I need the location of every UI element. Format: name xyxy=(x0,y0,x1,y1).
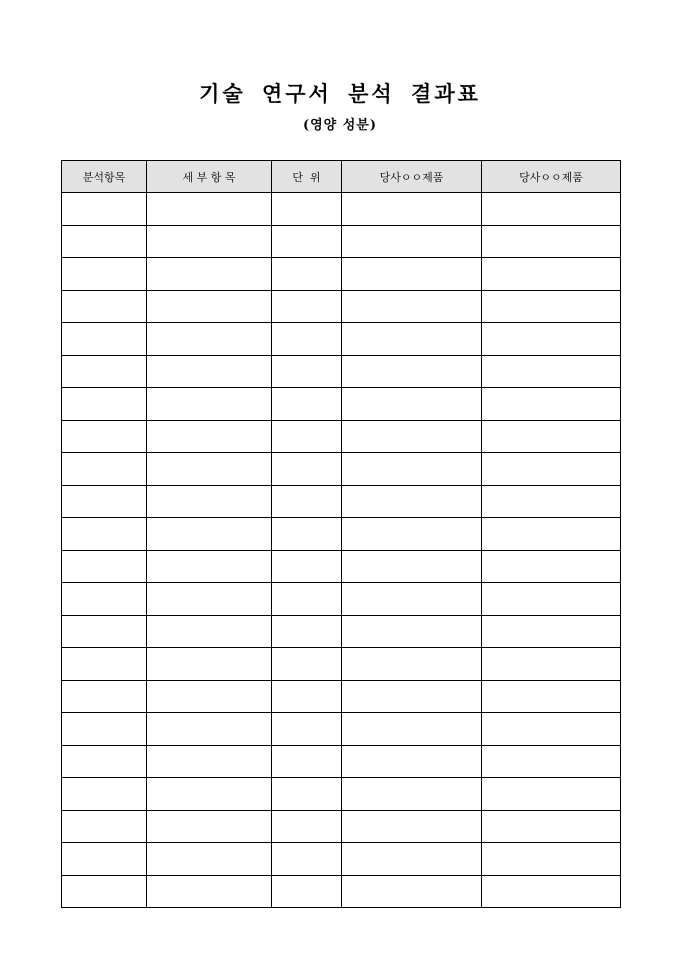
detail-item-cell xyxy=(147,615,272,648)
detail-item-cell xyxy=(147,810,272,843)
table-row xyxy=(62,485,621,518)
header-analysis-item: 분석항목 xyxy=(62,161,147,193)
unit-cell xyxy=(272,388,342,421)
product-b-cell xyxy=(482,680,621,713)
product-a-cell xyxy=(342,485,482,518)
product-b-cell xyxy=(482,615,621,648)
product-a-cell xyxy=(342,323,482,356)
analysis-item-cell xyxy=(62,388,147,421)
product-b-cell xyxy=(482,810,621,843)
unit-cell xyxy=(272,225,342,258)
analysis-item-cell xyxy=(62,843,147,876)
unit-cell xyxy=(272,323,342,356)
unit-cell xyxy=(272,485,342,518)
table-row xyxy=(62,420,621,453)
analysis-item-cell xyxy=(62,290,147,323)
product-b-cell xyxy=(482,193,621,226)
product-b-cell xyxy=(482,713,621,746)
detail-item-cell xyxy=(147,225,272,258)
analysis-item-cell xyxy=(62,648,147,681)
product-a-cell xyxy=(342,290,482,323)
detail-item-cell xyxy=(147,778,272,811)
unit-cell xyxy=(272,518,342,551)
analysis-item-cell xyxy=(62,453,147,486)
analysis-item-cell xyxy=(62,518,147,551)
product-a-cell xyxy=(342,778,482,811)
detail-item-cell xyxy=(147,875,272,908)
table-row xyxy=(62,453,621,486)
product-b-cell xyxy=(482,323,621,356)
analysis-item-cell xyxy=(62,810,147,843)
product-a-cell xyxy=(342,258,482,291)
detail-item-cell xyxy=(147,453,272,486)
detail-item-cell xyxy=(147,355,272,388)
product-a-cell xyxy=(342,193,482,226)
product-a-cell xyxy=(342,875,482,908)
product-a-cell xyxy=(342,810,482,843)
analysis-item-cell xyxy=(62,680,147,713)
detail-item-cell xyxy=(147,290,272,323)
detail-item-cell xyxy=(147,713,272,746)
product-a-cell xyxy=(342,615,482,648)
product-b-cell xyxy=(482,583,621,616)
document-title: 기술 연구서 분석 결과표 xyxy=(199,81,481,106)
product-b-cell xyxy=(482,648,621,681)
unit-cell xyxy=(272,583,342,616)
detail-item-cell xyxy=(147,843,272,876)
analysis-result-table xyxy=(61,160,621,908)
unit-cell xyxy=(272,420,342,453)
product-b-cell xyxy=(482,225,621,258)
product-a-cell xyxy=(342,225,482,258)
unit-cell xyxy=(272,745,342,778)
unit-cell xyxy=(272,550,342,583)
product-a-cell xyxy=(342,843,482,876)
product-a-cell xyxy=(342,583,482,616)
product-b-cell xyxy=(482,843,621,876)
table-row xyxy=(62,648,621,681)
unit-cell xyxy=(272,355,342,388)
product-b-cell xyxy=(482,485,621,518)
product-a-cell xyxy=(342,518,482,551)
analysis-item-cell xyxy=(62,355,147,388)
unit-cell xyxy=(272,453,342,486)
product-a-cell xyxy=(342,453,482,486)
unit-cell xyxy=(272,810,342,843)
table-row xyxy=(62,810,621,843)
detail-item-cell xyxy=(147,193,272,226)
analysis-item-cell xyxy=(62,193,147,226)
analysis-item-cell xyxy=(62,258,147,291)
unit-cell xyxy=(272,290,342,323)
product-a-cell xyxy=(342,713,482,746)
table-body xyxy=(62,193,621,908)
table-row xyxy=(62,713,621,746)
document-subtitle: (영양 성분) xyxy=(302,118,378,133)
table-row xyxy=(62,388,621,421)
table-row xyxy=(62,583,621,616)
detail-item-cell xyxy=(147,648,272,681)
detail-item-cell xyxy=(147,550,272,583)
analysis-item-cell xyxy=(62,485,147,518)
table-row xyxy=(62,518,621,551)
product-b-cell xyxy=(482,745,621,778)
detail-item-cell xyxy=(147,745,272,778)
unit-cell xyxy=(272,843,342,876)
table-row xyxy=(62,193,621,226)
product-b-cell xyxy=(482,875,621,908)
table-header-row xyxy=(62,161,621,193)
analysis-item-cell xyxy=(62,420,147,453)
detail-item-cell xyxy=(147,518,272,551)
analysis-item-cell xyxy=(62,745,147,778)
table-row xyxy=(62,323,621,356)
unit-cell xyxy=(272,648,342,681)
product-b-cell xyxy=(482,355,621,388)
analysis-item-cell xyxy=(62,778,147,811)
detail-item-cell xyxy=(147,258,272,291)
product-a-cell xyxy=(342,745,482,778)
product-a-cell xyxy=(342,648,482,681)
header-unit: 단 위 xyxy=(272,161,342,193)
header-product-b: 당사ㅇㅇ제품 xyxy=(482,161,621,193)
product-b-cell xyxy=(482,388,621,421)
header-detail-item: 세 부 항 목 xyxy=(147,161,272,193)
analysis-item-cell xyxy=(62,583,147,616)
table-row xyxy=(62,290,621,323)
table-row xyxy=(62,875,621,908)
product-b-cell xyxy=(482,518,621,551)
analysis-item-cell xyxy=(62,550,147,583)
table-row xyxy=(62,778,621,811)
table-row xyxy=(62,550,621,583)
product-b-cell xyxy=(482,453,621,486)
unit-cell xyxy=(272,778,342,811)
table-row xyxy=(62,745,621,778)
table-row xyxy=(62,225,621,258)
detail-item-cell xyxy=(147,420,272,453)
detail-item-cell xyxy=(147,583,272,616)
analysis-item-cell xyxy=(62,875,147,908)
unit-cell xyxy=(272,258,342,291)
product-b-cell xyxy=(482,290,621,323)
unit-cell xyxy=(272,193,342,226)
product-b-cell xyxy=(482,258,621,291)
analysis-item-cell xyxy=(62,225,147,258)
detail-item-cell xyxy=(147,680,272,713)
product-a-cell xyxy=(342,388,482,421)
analysis-item-cell xyxy=(62,323,147,356)
detail-item-cell xyxy=(147,485,272,518)
table-row xyxy=(62,843,621,876)
product-b-cell xyxy=(482,550,621,583)
unit-cell xyxy=(272,875,342,908)
product-a-cell xyxy=(342,355,482,388)
header-product-a: 당사ㅇㅇ제품 xyxy=(342,161,482,193)
table-row xyxy=(62,258,621,291)
table-row xyxy=(62,355,621,388)
analysis-item-cell xyxy=(62,615,147,648)
product-a-cell xyxy=(342,420,482,453)
product-b-cell xyxy=(482,778,621,811)
analysis-item-cell xyxy=(62,713,147,746)
unit-cell xyxy=(272,713,342,746)
table-row xyxy=(62,615,621,648)
product-b-cell xyxy=(482,420,621,453)
product-a-cell xyxy=(342,550,482,583)
unit-cell xyxy=(272,615,342,648)
unit-cell xyxy=(272,680,342,713)
detail-item-cell xyxy=(147,323,272,356)
table-row xyxy=(62,680,621,713)
product-a-cell xyxy=(342,680,482,713)
detail-item-cell xyxy=(147,388,272,421)
